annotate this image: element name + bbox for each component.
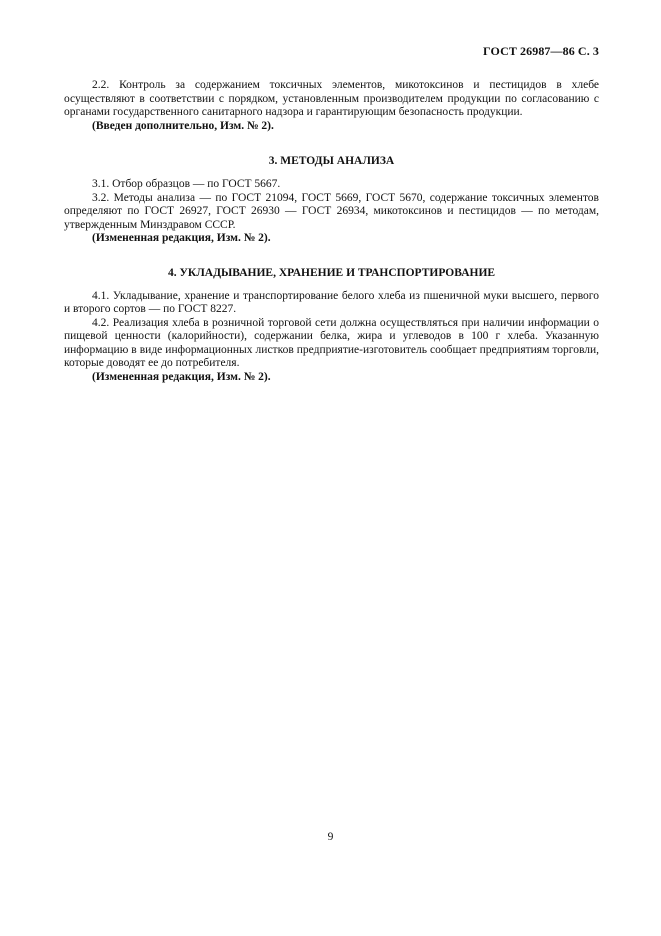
amendment-note-3: (Измененная редакция, Изм. № 2).: [92, 232, 271, 244]
running-header: ГОСТ 26987—86 С. 3: [483, 44, 599, 58]
section-3-heading: 3. МЕТОДЫ АНАЛИЗА: [268, 155, 395, 167]
amendment-note-2-2: (Введен дополнительно, Изм. № 2).: [92, 119, 274, 132]
document-body: [64, 79, 599, 384]
clause-2-2: 2.2. Контроль за содержанием токсичных элементов, микотоксинов и пестицидов в хлебе осуществляют в соответствии с порядком, установленным производителем продукции по согласованию с органами государственного санитарного надзора и гарантирующим безопасность продукции.: [64, 79, 599, 118]
clause-3-1: 3.1. Отбор образцов — по ГОСТ 5667.: [92, 178, 281, 190]
page-number: 9: [327, 831, 334, 843]
section-4-heading: 4. УКЛАДЫВАНИЕ, ХРАНЕНИЕ И ТРАНСПОРТИРОВАНИЕ: [167, 266, 496, 279]
clause-4-1: 4.1. Укладывание, хранение и транспортирование белого хлеба из пшеничной муки высшего, первого и второго сортов — по ГОСТ 8227.: [64, 289, 599, 315]
clause-4-2: 4.2. Реализация хлеба в розничной торговой сети должна осуществляться при наличии информации о пищевой ценности (калорийности), содержании белка, жира и углеводов в 100 г хлеба. Указанную информацию в виде информационных листков предприятие-изготовитель сообщает предприятиям торговли, которые доводят ее до потребителя.: [64, 316, 599, 369]
amendment-note-4: (Измененная редакция, Изм. № 2).: [92, 370, 271, 383]
clause-3-2: 3.2. Методы анализа — по ГОСТ 21094, ГОСТ 5669, ГОСТ 5670, содержание токсичных элементов определяют по ГОСТ 26927, ГОСТ 26930 — ГОСТ 26934, микотоксинов и пестицидов — по методам, утвержденным Минздравом СССР.: [64, 191, 599, 231]
